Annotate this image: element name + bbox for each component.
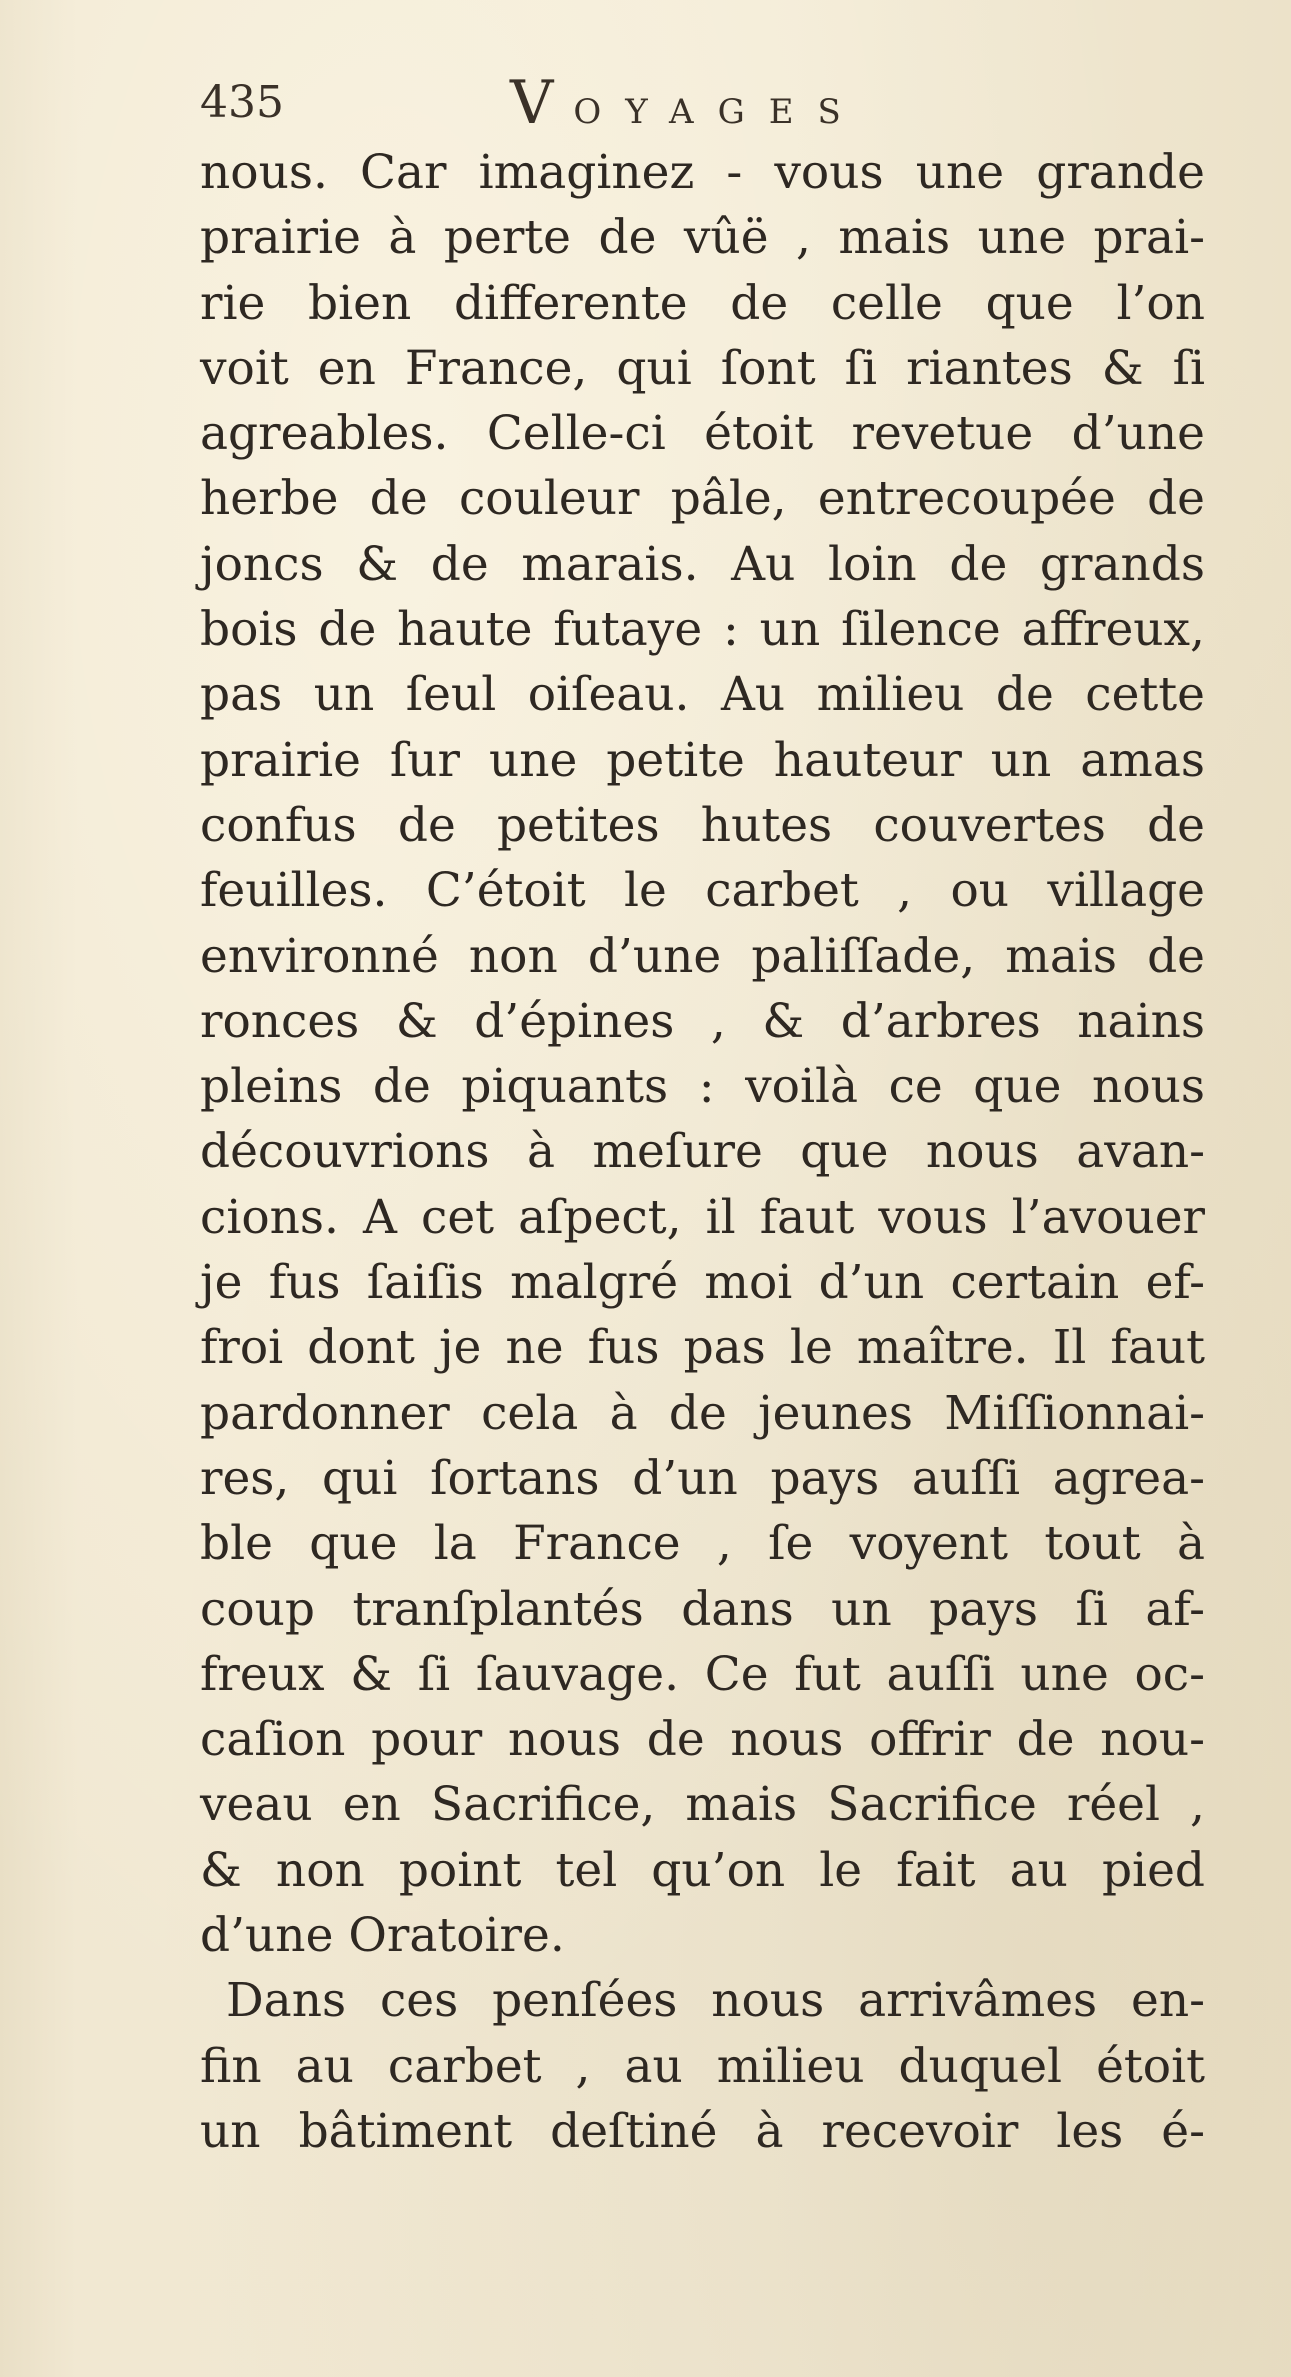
text-line: res, qui ſortans d’un pays auſſi agrea- [200, 1450, 1205, 1506]
text-line: découvrions à meſure que nous avan- [200, 1124, 1205, 1180]
text-line: joncs & de marais. Au loin de grands [200, 536, 1205, 592]
text-line: coup tranſplantés dans un pays ſi af- [200, 1581, 1205, 1637]
text-line: feuilles. C’étoit le carbet , ou village [200, 863, 1205, 919]
text-line: herbe de couleur pâle, entrecoupée de [200, 471, 1205, 527]
text-line: nous. Car imaginez - vous une grande [200, 145, 1205, 200]
text-line: pas un ſeul oiſeau. Au milieu de cette [200, 667, 1205, 723]
running-head [510, 68, 865, 147]
page-header [200, 68, 1000, 138]
text-line: ble que la France , ſe voyent tout à [200, 1516, 1205, 1572]
text-line: environné non d’une paliſſade, mais de [200, 928, 1205, 984]
text-line: veau en Sacrifice, mais Sacrifice réel , [200, 1777, 1205, 1833]
text-line: pardonner cela à de jeunes Miſſionnai- [200, 1385, 1205, 1441]
body-text [200, 140, 1205, 2164]
text-line: agreables. Celle-ci étoit revetue d’une [200, 406, 1205, 462]
text-line: & non point tel qu’on le fait au pied [200, 1842, 1205, 1898]
text-line: confus de petites hutes couvertes de [200, 797, 1205, 853]
text-line: cions. A cet aſpect, il faut vous l’avouer [200, 1189, 1205, 1245]
text-line: pleins de piquants : voilà ce que nous [200, 1059, 1205, 1115]
page-number: 435 [200, 77, 284, 128]
text-line: prairie ſur une petite hauteur un amas [200, 732, 1205, 788]
running-head-initial: V [510, 68, 574, 138]
text-line: un bâtiment deſtiné à recevoir les é- [200, 2103, 1205, 2159]
text-line: rie bien differente de celle que l’on [200, 275, 1205, 331]
text-line: prairie à perte de vûë , mais une prai- [200, 210, 1205, 266]
text-line: fin au carbet , au milieu duquel étoit [200, 2038, 1205, 2094]
text-line: freux & ſi ſauvage. Ce fut auſſi une oc- [200, 1646, 1205, 1702]
text-line: je fus ſaiſis malgré moi d’un certain ef- [200, 1255, 1205, 1311]
text-line: voit en France, qui ſont ſi riantes & ſi [200, 340, 1205, 396]
text-line: bois de haute futaye : un ſilence affreux, [200, 602, 1205, 658]
text-line: caſion pour nous de nous offrir de nou- [200, 1712, 1205, 1768]
text-line: Dans ces penſées nous arrivâmes en- [226, 1973, 1205, 2029]
text-line: ronces & d’épines , & d’arbres nains [200, 993, 1205, 1049]
text-line: froi dont je ne fus pas le maître. Il faut [200, 1320, 1205, 1376]
text-line: d’une Oratoire. [200, 1908, 565, 1964]
running-head-rest: OYAGES [573, 92, 865, 132]
